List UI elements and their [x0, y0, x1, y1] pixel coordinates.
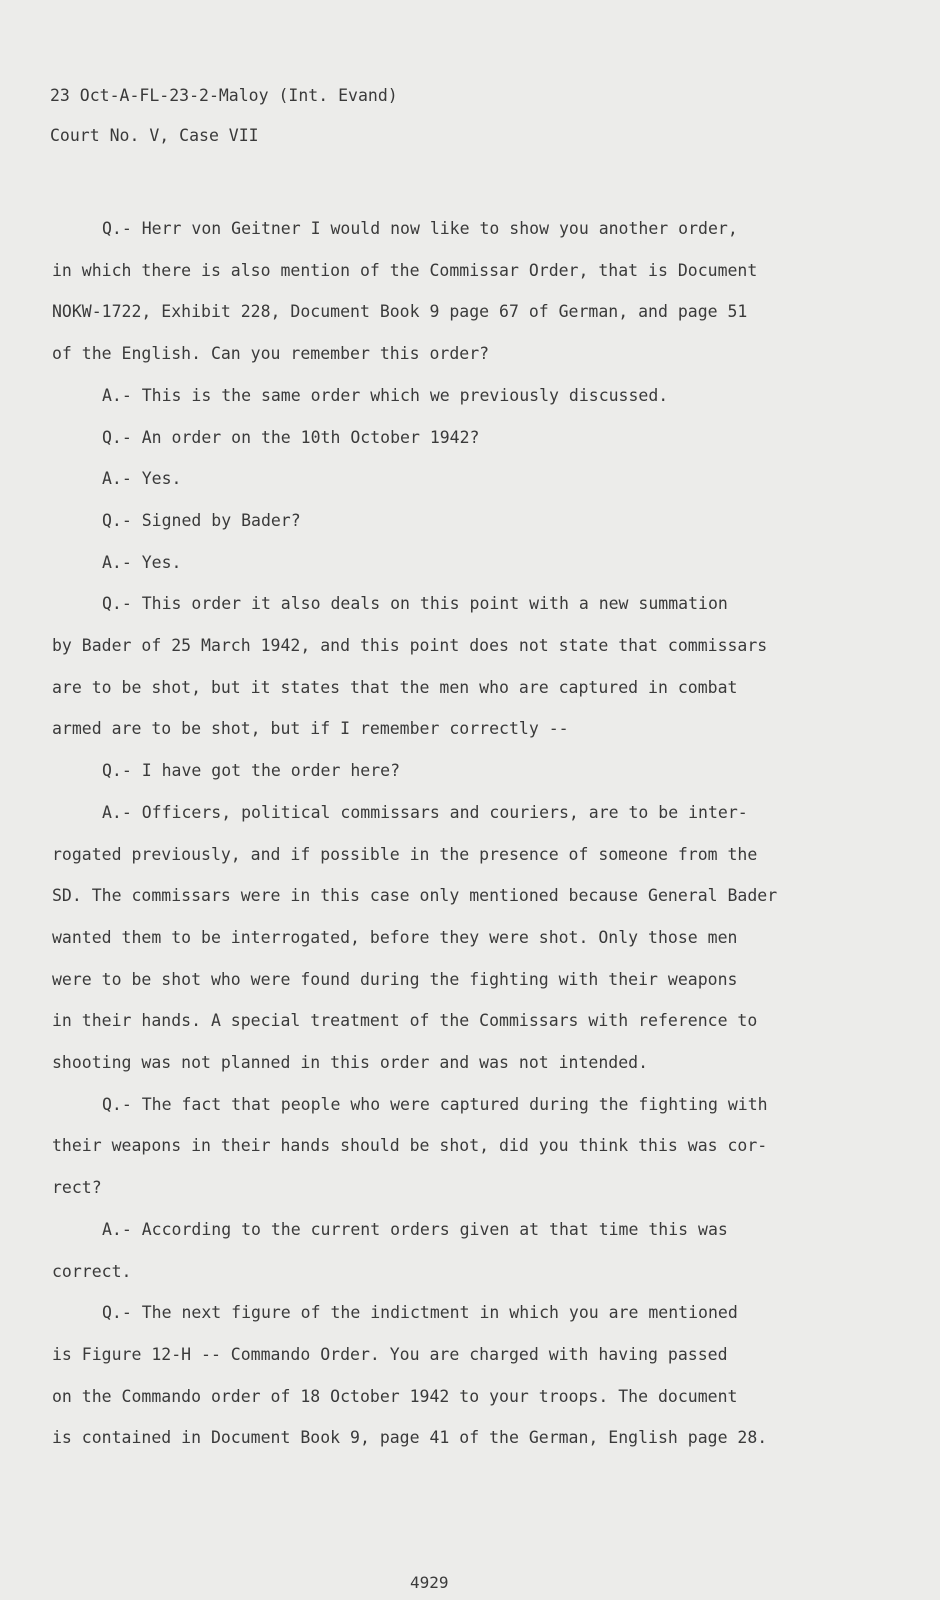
transcript-line: is Figure 12-H -- Commando Order. You are charged with having passed [52, 1344, 728, 1364]
transcript-line: A.- This is the same order which we previously discussed. [102, 385, 669, 405]
transcript-paragraph [52, 375, 792, 417]
transcript-line: Q.- The fact that people who were captured during the fighting with [102, 1094, 768, 1114]
header-line-1: 23 Oct-A-FL-23-2-Maloy (Int. Evand) [50, 86, 398, 105]
transcript-line: Q.- An order on the 10th October 1942? [102, 427, 480, 447]
transcript-paragraph [52, 1292, 792, 1459]
transcript-line: are to be shot, but it states that the men who are captured in combat [52, 677, 738, 697]
transcript-line: wanted them to be interrogated, before they were shot. Only those men [52, 927, 738, 947]
transcript-line: were to be shot who were found during the fighting with their weapons [52, 969, 738, 989]
transcript-line: their weapons in their hands should be shot, did you think this was cor- [52, 1136, 768, 1156]
transcript-paragraph [52, 1084, 792, 1209]
transcript-line: Q.- Signed by Bader? [102, 510, 301, 530]
transcript-line: of the English. Can you remember this order? [52, 344, 490, 364]
transcript-paragraph [52, 208, 792, 375]
transcript-line: Q.- I have got the order here? [102, 761, 401, 781]
transcript-line: A.- According to the current orders given at that time this was [102, 1219, 728, 1239]
transcript-line: by Bader of 25 March 1942, and this point does not state that commissars [52, 636, 768, 656]
document-header [50, 76, 398, 156]
transcript-line: on the Commando order of 18 October 1942 to your troops. The document [52, 1386, 738, 1406]
transcript-line: armed are to be shot, but if I remember correctly -- [52, 719, 569, 739]
transcript-line: SD. The commissars were in this case only mentioned because General Bader [52, 886, 778, 906]
transcript-paragraph [52, 792, 792, 1084]
transcript-line: rogated previously, and if possible in the presence of someone from the [52, 844, 758, 864]
transcript-line: rect? [52, 1178, 102, 1198]
transcript-body [52, 208, 792, 1459]
transcript-paragraph [52, 1209, 792, 1292]
transcript-line: correct. [52, 1261, 132, 1281]
transcript-line: NOKW-1722, Exhibit 228, Document Book 9 page 67 of German, and page 51 [52, 302, 748, 322]
transcript-line: A.- Officers, political commissars and couriers, are to be inter- [102, 802, 748, 822]
transcript-line: shooting was not planned in this order and was not intended. [52, 1053, 649, 1073]
transcript-line: Q.- This order it also deals on this point with a new summation [102, 594, 728, 614]
transcript-paragraph [52, 417, 792, 459]
transcript-paragraph [52, 458, 792, 500]
header-line-2: Court No. V, Case VII [50, 126, 259, 145]
transcript-paragraph [52, 500, 792, 542]
transcript-line: Q.- The next figure of the indictment in which you are mentioned [102, 1303, 738, 1323]
transcript-paragraph [52, 542, 792, 584]
transcript-line: A.- Yes. [102, 469, 182, 489]
transcript-paragraph [52, 750, 792, 792]
transcript-line: in which there is also mention of the Commissar Order, that is Document [52, 260, 758, 280]
page-number: 4929 [410, 1573, 449, 1592]
transcript-paragraph [52, 583, 792, 750]
transcript-line: Q.- Herr von Geitner I would now like to show you another order, [102, 219, 738, 238]
transcript-line: in their hands. A special treatment of the Commissars with reference to [52, 1011, 758, 1031]
transcript-line: A.- Yes. [102, 552, 182, 572]
transcript-line: is contained in Document Book 9, page 41 of the German, English page 28. [52, 1428, 768, 1448]
